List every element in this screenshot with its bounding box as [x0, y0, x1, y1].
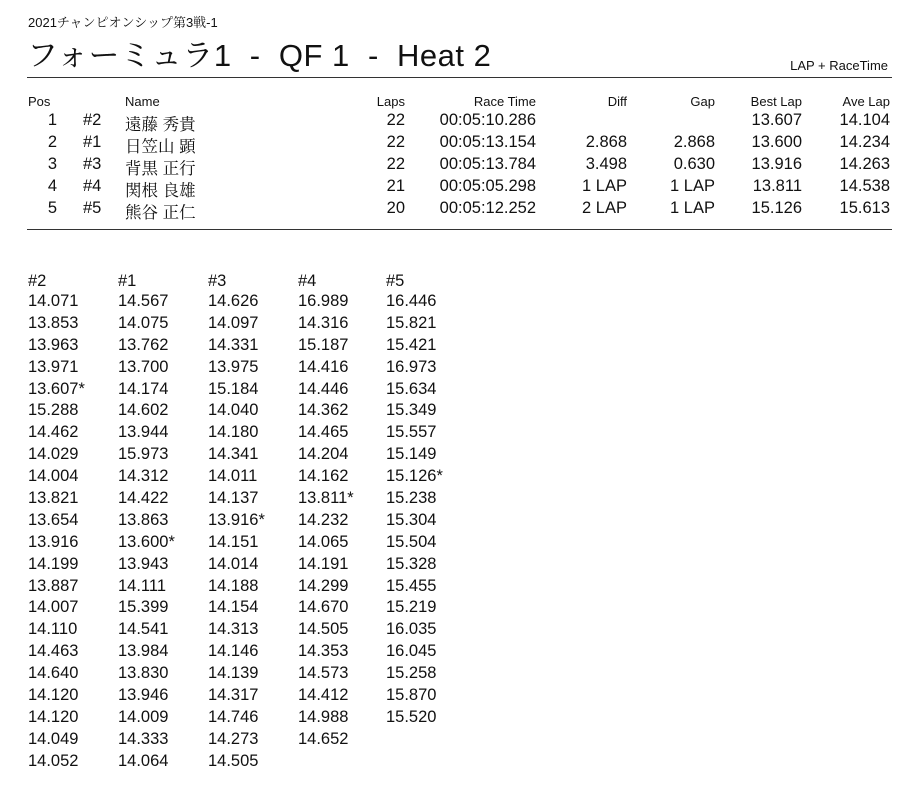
- lap-time: 15.126*: [386, 467, 443, 486]
- lap-time: 16.446: [386, 292, 437, 310]
- lap-time: 13.607*: [28, 379, 85, 398]
- lap-column: [208, 272, 298, 774]
- lap-time: 14.139: [208, 664, 259, 683]
- lap-time: 14.462: [28, 423, 79, 442]
- lap-time: 15.219: [386, 598, 437, 617]
- lap-time: 13.971: [28, 357, 79, 376]
- best-lap: 13.600: [751, 133, 802, 151]
- col-name-header: Name: [125, 94, 160, 109]
- lap-time: 14.353: [298, 642, 349, 661]
- race-time: 00:05:13.784: [439, 155, 536, 173]
- lap-time: 13.944: [118, 423, 169, 442]
- lap-time: 14.273: [208, 729, 259, 748]
- lap-time: 14.567: [118, 292, 169, 310]
- lap-time: 14.052: [28, 751, 79, 770]
- lap-time: 14.652: [298, 729, 349, 748]
- driver-name: 背黒 正行: [125, 160, 196, 178]
- position: 5: [47, 199, 57, 217]
- lap-time: 14.670: [298, 598, 349, 617]
- lap-time: 14.317: [208, 686, 259, 705]
- position: 2: [47, 133, 57, 151]
- lap-time: 15.870: [386, 686, 437, 705]
- lap-time: 14.232: [298, 510, 349, 529]
- lap-time: 13.821: [28, 489, 79, 508]
- laps: 22: [386, 133, 405, 151]
- lap-time: 14.626: [208, 292, 259, 310]
- lap-time: 14.331: [208, 335, 259, 354]
- lap-time: 14.465: [298, 423, 349, 442]
- lap-column-header: #3: [208, 272, 227, 290]
- best-lap: 13.916: [751, 155, 802, 173]
- lap-time: 15.821: [386, 313, 437, 332]
- lap-column: [386, 272, 476, 730]
- race-time: 00:05:12.252: [439, 199, 536, 217]
- driver-name: 関根 良雄: [125, 182, 196, 200]
- col-pos-header: Pos: [28, 94, 51, 109]
- lap-time: 14.333: [118, 729, 169, 748]
- lap-time: 14.174: [118, 379, 169, 398]
- best-lap: 13.607: [751, 111, 802, 129]
- race-time: 00:05:05.298: [439, 177, 536, 195]
- car-number: #1: [83, 133, 102, 151]
- lap-time: 13.887: [28, 576, 79, 595]
- lap-time: 14.412: [298, 686, 349, 705]
- lap-time: 14.188: [208, 576, 259, 595]
- lap-time: 15.455: [386, 576, 437, 595]
- gap: 0.630: [673, 155, 715, 173]
- col-diff-header: Diff: [607, 94, 627, 109]
- lap-time: 13.811*: [298, 489, 354, 508]
- gap: 1 LAP: [670, 199, 715, 217]
- lap-time: 13.916*: [208, 510, 265, 529]
- race-title: フォーミュラ1 - QF 1 - Heat 2: [27, 38, 492, 73]
- ave-lap: 14.263: [839, 155, 890, 173]
- lap-time: 15.399: [118, 598, 169, 617]
- lap-time: 15.421: [386, 335, 437, 354]
- lap-time: 14.154: [208, 598, 259, 617]
- col-gap-header: Gap: [690, 94, 715, 109]
- lap-time: 16.989: [298, 292, 349, 310]
- lap-time: 14.640: [28, 664, 79, 683]
- lap-time: 14.146: [208, 642, 259, 661]
- diff: 2 LAP: [582, 199, 627, 217]
- lap-time: 14.097: [208, 313, 259, 332]
- lap-time: 14.111: [118, 576, 167, 595]
- race-time: 00:05:10.286: [439, 111, 536, 129]
- lap-time: 13.916: [28, 532, 79, 551]
- lap-time: 13.853: [28, 313, 79, 332]
- lap-time: 13.975: [208, 357, 259, 376]
- position: 1: [47, 111, 57, 129]
- lap-time: 16.045: [386, 642, 437, 661]
- lap-time: 14.064: [118, 751, 169, 770]
- lap-column-header: #4: [298, 272, 317, 290]
- lap-time: 13.654: [28, 510, 79, 529]
- lap-time: 15.349: [386, 401, 437, 420]
- lap-time: 15.973: [118, 445, 169, 464]
- lap-time: 15.520: [386, 707, 437, 726]
- car-number: #5: [83, 199, 102, 217]
- lap-time: 13.600*: [118, 532, 175, 551]
- lap-column: [298, 272, 388, 752]
- ave-lap: 14.104: [839, 111, 890, 129]
- driver-name: 熊谷 正仁: [125, 204, 196, 222]
- lap-time: 15.258: [386, 664, 437, 683]
- lap-time: 14.014: [208, 554, 259, 573]
- diff: 3.498: [585, 155, 627, 173]
- lap-time: 14.505: [298, 620, 349, 639]
- lap-time: 14.071: [28, 292, 79, 310]
- lap-time: 14.362: [298, 401, 349, 420]
- lap-time: 13.946: [118, 686, 169, 705]
- laps: 20: [386, 199, 405, 217]
- lap-time: 14.029: [28, 445, 79, 464]
- lap-time: 15.634: [386, 379, 437, 398]
- lap-time: 14.541: [118, 620, 169, 639]
- lap-time: 15.504: [386, 532, 437, 551]
- lap-time: 13.830: [118, 664, 169, 683]
- laps: 21: [386, 177, 405, 195]
- lap-time: 14.007: [28, 598, 79, 617]
- lap-time: 14.299: [298, 576, 349, 595]
- col-laps-header: Laps: [376, 94, 405, 109]
- result-row: [0, 155, 900, 177]
- lap-time: 15.238: [386, 489, 437, 508]
- col-bestlap-header: Best Lap: [750, 94, 802, 109]
- lap-time: 14.120: [28, 686, 79, 705]
- lap-time: 14.004: [28, 467, 79, 486]
- lap-time: 14.075: [118, 313, 169, 332]
- lap-time: 14.110: [28, 620, 78, 639]
- ave-lap: 14.538: [839, 177, 890, 195]
- lap-time: 14.341: [208, 445, 259, 464]
- result-row: [0, 177, 900, 199]
- lap-column: [28, 272, 118, 774]
- header-divider: [27, 77, 892, 78]
- lap-time: 15.149: [386, 445, 437, 464]
- lap-time: 15.184: [208, 379, 259, 398]
- gap: 1 LAP: [670, 177, 715, 195]
- best-lap: 15.126: [751, 199, 802, 217]
- results-table: [0, 94, 900, 222]
- lap-time: 14.316: [298, 313, 349, 332]
- lap-time: 14.199: [28, 554, 79, 573]
- lap-time: 15.288: [28, 401, 79, 420]
- ave-lap: 14.234: [839, 133, 890, 151]
- lap-time: 14.602: [118, 401, 169, 420]
- results-divider: [27, 229, 892, 230]
- lap-time: 16.035: [386, 620, 437, 639]
- result-row: [0, 199, 900, 221]
- col-avelap-header: Ave Lap: [842, 94, 890, 109]
- lap-time: 13.943: [118, 554, 169, 573]
- laps: 22: [386, 155, 405, 173]
- lap-time: 14.151: [208, 532, 259, 551]
- lap-time: 15.557: [386, 423, 437, 442]
- lap-time: 14.065: [298, 532, 349, 551]
- lap-time: 14.446: [298, 379, 349, 398]
- lap-times-table: [0, 272, 900, 782]
- lap-time: 14.011: [208, 467, 258, 486]
- driver-name: 日笠山 顕: [125, 138, 196, 156]
- lap-column-header: #1: [118, 272, 137, 290]
- diff: 2.868: [585, 133, 627, 151]
- car-number: #2: [83, 111, 102, 129]
- lap-time: 14.416: [298, 357, 349, 376]
- lap-time: 15.187: [298, 335, 349, 354]
- lap-time: 13.863: [118, 510, 169, 529]
- best-lap: 13.811: [752, 177, 802, 195]
- driver-name: 遠藤 秀貴: [125, 116, 196, 134]
- lap-time: 14.191: [298, 554, 349, 573]
- ave-lap: 15.613: [839, 199, 890, 217]
- lap-column-header: #5: [386, 272, 405, 290]
- lap-time: 14.009: [118, 707, 169, 726]
- laps: 22: [386, 111, 405, 129]
- lap-time: 13.700: [118, 357, 169, 376]
- col-racetime-header: Race Time: [473, 94, 536, 109]
- lap-time: 13.984: [118, 642, 169, 661]
- result-row: [0, 133, 900, 155]
- lap-time: 14.422: [118, 489, 169, 508]
- lap-time: 15.304: [386, 510, 437, 529]
- lap-time: 14.049: [28, 729, 79, 748]
- lap-time: 14.312: [118, 467, 169, 486]
- car-number: #4: [83, 177, 102, 195]
- lap-column-header: #2: [28, 272, 47, 290]
- lap-time: 15.328: [386, 554, 437, 573]
- position: 3: [47, 155, 57, 173]
- lap-time: 14.573: [298, 664, 349, 683]
- lap-column: [118, 272, 208, 774]
- diff: 1 LAP: [582, 177, 627, 195]
- lap-time: 14.040: [208, 401, 259, 420]
- lap-time: 14.120: [28, 707, 79, 726]
- lap-time: 14.463: [28, 642, 79, 661]
- event-title: 2021チャンピオンシップ第3戦-1: [28, 15, 218, 30]
- lap-time: 13.762: [118, 335, 169, 354]
- lap-time: 14.505: [208, 751, 259, 770]
- result-row: [0, 111, 900, 133]
- race-time: 00:05:13.154: [439, 133, 536, 151]
- lap-time: 14.180: [208, 423, 259, 442]
- lap-time: 14.137: [208, 489, 259, 508]
- lap-time: 16.973: [386, 357, 437, 376]
- gap: 2.868: [673, 133, 715, 151]
- results-header-row: [0, 94, 900, 110]
- lap-time: 14.204: [298, 445, 349, 464]
- lap-time: 14.162: [298, 467, 349, 486]
- position: 4: [47, 177, 57, 195]
- lap-time: 14.313: [208, 620, 259, 639]
- lap-time: 14.988: [298, 707, 349, 726]
- result-format: LAP + RaceTime: [790, 58, 888, 73]
- car-number: #3: [83, 155, 102, 173]
- lap-time: 13.963: [28, 335, 79, 354]
- lap-time: 14.746: [208, 707, 259, 726]
